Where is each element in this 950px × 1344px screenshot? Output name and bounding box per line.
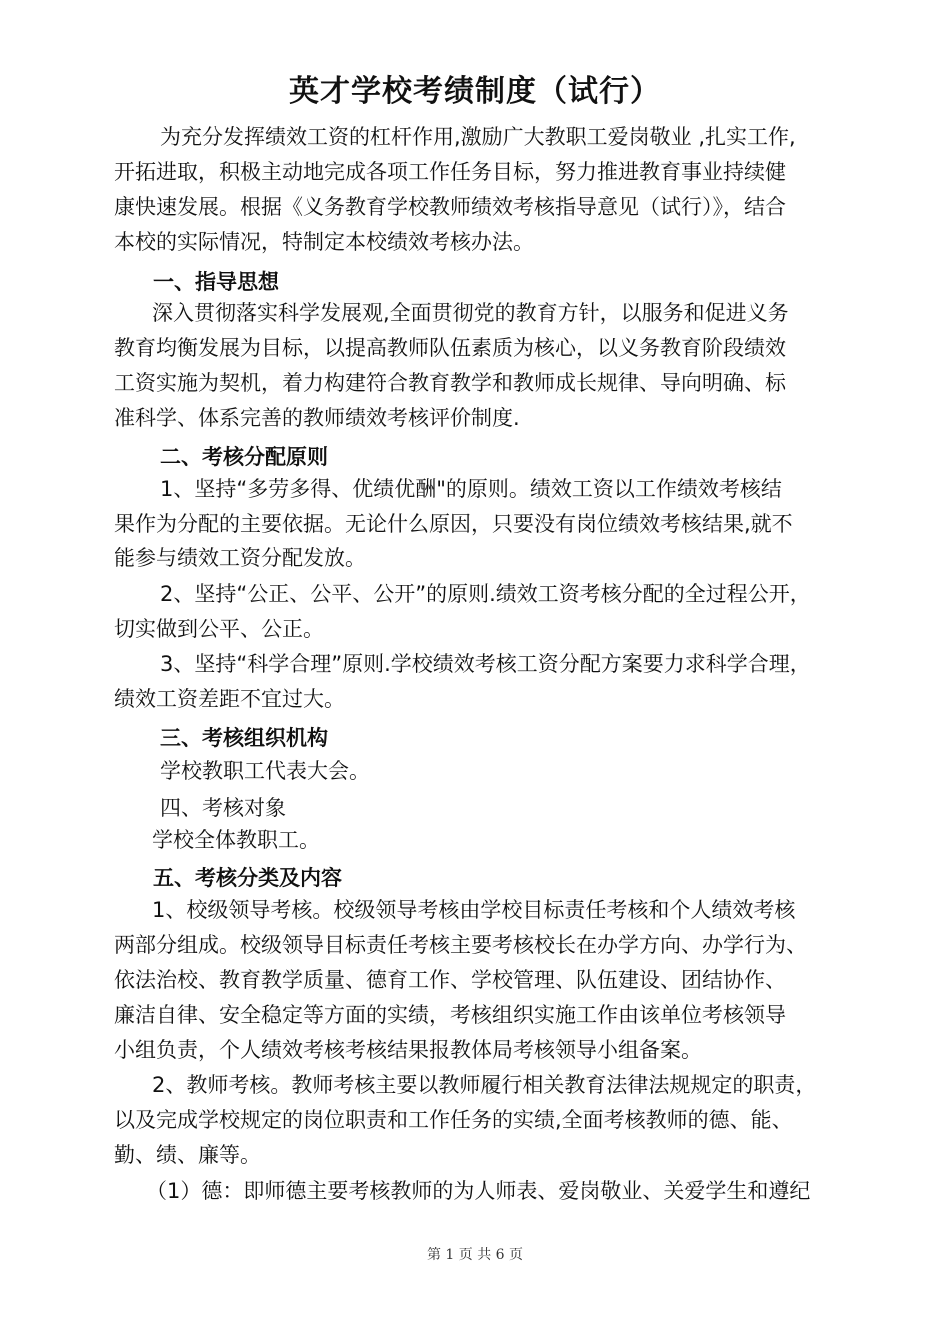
paragraph-line: 2、坚持“公正、公平、公开”的原则.绩效工资考核分配的全过程公开， <box>160 582 811 606</box>
section-heading: 四、考核对象 <box>160 796 286 820</box>
paragraph-line: 本校的实际情况，特制定本校绩效考核办法。 <box>114 230 534 254</box>
paragraph-line: 廉洁自律、安全稳定等方面的实绩，考核组织实施工作由该单位考核领导 <box>114 1003 786 1027</box>
paragraph-line: 两部分组成。校级领导目标责任考核主要考核校长在办学方向、办学行为、 <box>114 933 807 957</box>
paragraph-line: 为充分发挥绩效工资的杠杆作用,激励广大教职工爱岗敬业 ,扎实工作, <box>160 125 796 149</box>
document-title: 英才学校考绩制度（试行） <box>289 74 661 109</box>
paragraph-line: 果作为分配的主要依据。无论什么原因，只要没有岗位绩效考核结果,就不 <box>114 512 793 536</box>
paragraph-line: 开拓进取，积极主动地完成各项工作任务目标，努力推进教育事业持续健 <box>114 160 786 184</box>
page-footer: 第 1 页 共 6 页 <box>426 1247 524 1263</box>
paragraph-line: 切实做到公平、公正。 <box>114 617 324 641</box>
paragraph-line: 2、教师考核。教师考核主要以教师履行相关教育法律法规规定的职责， <box>152 1073 817 1097</box>
paragraph-line: 1、坚持“多劳多得、优绩优酬"的原则。绩效工资以工作绩效考核结 <box>160 477 782 501</box>
paragraph-line: 学校教职工代表大会。 <box>160 759 370 783</box>
paragraph-line: 教育均衡发展为目标，以提高教师队伍素质为核心，以义务教育阶段绩效 <box>114 336 786 360</box>
paragraph-line: 能参与绩效工资分配发放。 <box>114 546 366 570</box>
paragraph-line: 绩效工资差距不宜过大。 <box>114 687 345 711</box>
paragraph-line: 勤、绩、廉等。 <box>114 1143 261 1167</box>
section-heading: 三、考核组织机构 <box>160 726 328 750</box>
paragraph-line: 依法治校、教育教学质量、德育工作、学校管理、队伍建设、团结协作、 <box>114 968 786 992</box>
section-heading: 一、指导思想 <box>153 270 279 294</box>
paragraph-line: 深入贯彻落实科学发展观,全面贯彻党的教育方针，以服务和促进义务 <box>152 301 789 325</box>
paragraph-line: 学校全体教职工。 <box>152 828 320 852</box>
paragraph-line: 工资实施为契机，着力构建符合教育教学和教师成长规律、导向明确、标 <box>114 371 786 395</box>
paragraph-line: 准科学、体系完善的教师绩效考核评价制度. <box>114 406 520 430</box>
paragraph-line: 以及完成学校规定的岗位职责和工作任务的实绩,全面考核教师的德、能、 <box>114 1108 793 1132</box>
section-heading: 二、考核分配原则 <box>160 445 328 469</box>
paragraph-line: 1、校级领导考核。校级领导考核由学校目标责任考核和个人绩效考核 <box>152 898 796 922</box>
paragraph-line: 康快速发展。根据《义务教育学校教师绩效考核指导意见（试行）》，结合 <box>114 195 786 219</box>
paragraph-line: 小组负责，个人绩效考核考核结果报教体局考核领导小组备案。 <box>114 1038 702 1062</box>
section-heading: 五、考核分类及内容 <box>153 866 342 890</box>
paragraph-line: 3、坚持“科学合理”原则.学校绩效考核工资分配方案要力求科学合理， <box>160 652 811 676</box>
paragraph-line: （1）德：即师德主要考核教师的为人师表、爱岗敬业、关爱学生和遵纪 <box>146 1179 811 1203</box>
